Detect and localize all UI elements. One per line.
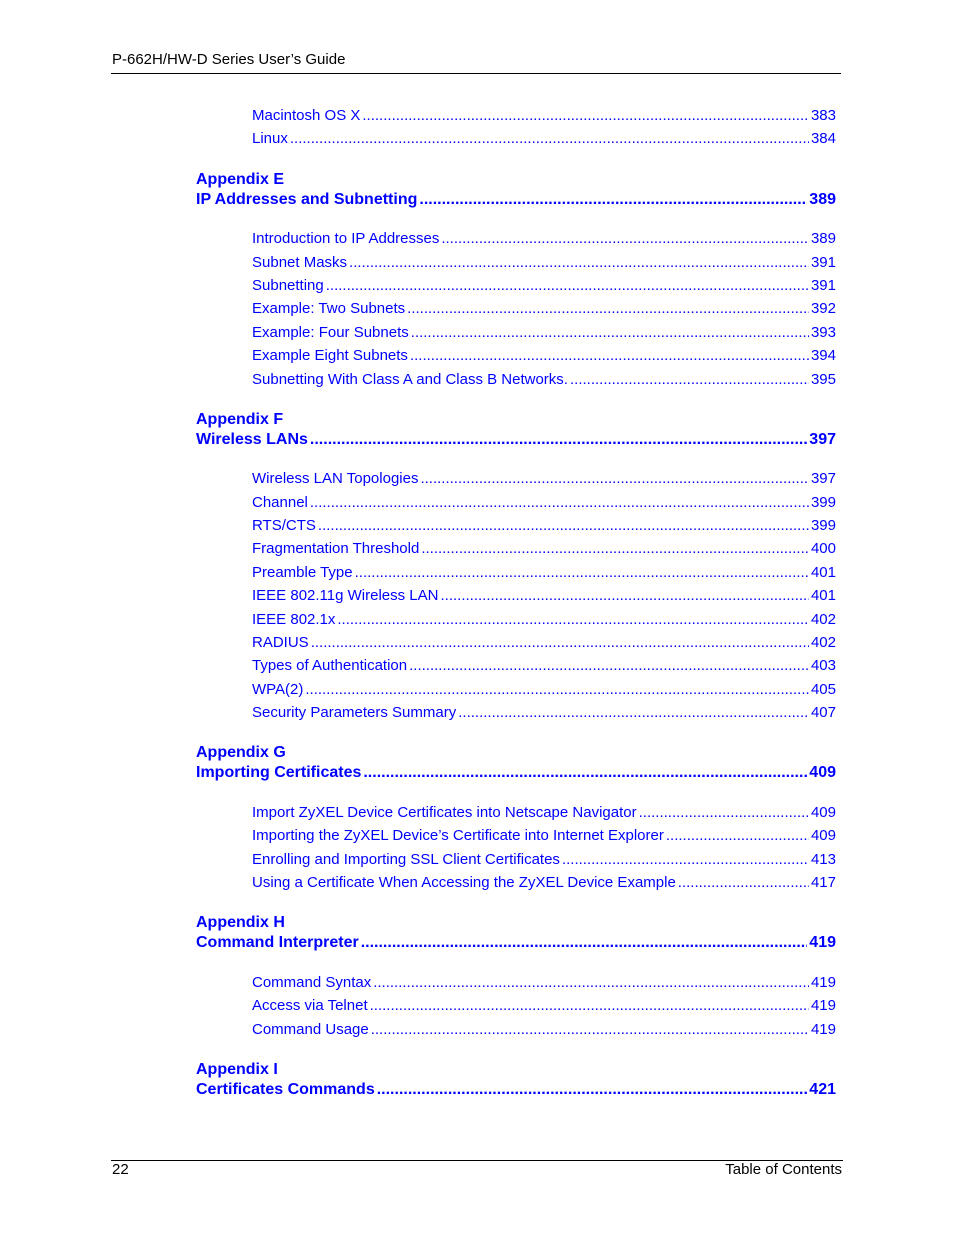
leader-dots: [666, 826, 809, 846]
leader-dots: [310, 493, 809, 513]
toc-entry-label[interactable]: IEEE 802.11g Wireless LAN: [252, 587, 439, 604]
appendix-title-entry[interactable]: [196, 763, 836, 783]
toc-entry-page[interactable]: 409: [810, 827, 836, 844]
toc-entry[interactable]: [252, 129, 836, 149]
leader-dots: [377, 1080, 808, 1100]
toc-entry-label[interactable]: Command Syntax: [252, 974, 372, 991]
toc-entry-page[interactable]: 391: [810, 254, 836, 271]
toc-entry[interactable]: [252, 873, 836, 893]
appendix-page[interactable]: 409: [809, 764, 836, 781]
toc-entry[interactable]: [252, 370, 836, 390]
appendix-title[interactable]: Certificates Commands: [196, 1081, 375, 1098]
toc-entry[interactable]: [252, 539, 836, 559]
toc-entry-page[interactable]: 395: [810, 371, 836, 388]
appendix-title-entry[interactable]: [196, 190, 836, 210]
toc-entry[interactable]: [252, 656, 836, 676]
toc-entry-label[interactable]: Import ZyXEL Device Certificates into Netscape Navigator: [252, 804, 637, 821]
toc-entry-page[interactable]: 399: [810, 494, 836, 511]
toc-entry-page[interactable]: 392: [810, 300, 836, 317]
leader-dots: [361, 933, 808, 953]
toc-entry-page[interactable]: 397: [810, 470, 836, 487]
toc-entry-label[interactable]: WPA(2): [252, 681, 304, 698]
toc-entry-label[interactable]: Subnet Masks: [252, 254, 348, 271]
toc-entry[interactable]: [252, 680, 836, 700]
toc-entry-page[interactable]: 403: [810, 657, 836, 674]
toc-entry-page[interactable]: 405: [810, 681, 836, 698]
appendix-heading[interactable]: Appendix H: [196, 914, 285, 931]
leader-dots: [570, 370, 809, 390]
leader-dots: [409, 656, 809, 676]
appendix-title-entry[interactable]: [196, 1080, 836, 1100]
toc-entry-page[interactable]: 400: [810, 540, 836, 557]
appendix-heading[interactable]: Appendix G: [196, 744, 286, 761]
toc-entry-page[interactable]: 419: [810, 997, 836, 1014]
toc-entry-label[interactable]: Types of Authentication: [252, 657, 408, 674]
leader-dots: [371, 1020, 809, 1040]
leader-dots: [373, 973, 809, 993]
leader-dots: [441, 229, 809, 249]
footer-section-title: Table of Contents: [725, 1161, 842, 1178]
toc-entry[interactable]: [252, 1020, 836, 1040]
leader-dots: [337, 610, 809, 630]
leader-dots: [363, 763, 807, 783]
toc-entry-label[interactable]: Enrolling and Importing SSL Client Certificates: [252, 851, 560, 868]
leader-dots: [678, 873, 809, 893]
toc-entry-page[interactable]: 401: [810, 587, 836, 604]
toc-entry[interactable]: [252, 633, 836, 653]
leader-dots: [326, 276, 809, 296]
leader-dots: [419, 190, 807, 210]
header-rule: [111, 73, 841, 74]
leader-dots: [310, 430, 807, 450]
toc-entry[interactable]: [252, 253, 836, 273]
toc-entry-label[interactable]: Importing the ZyXEL Device’s Certificate into Internet Explorer: [252, 827, 664, 844]
appendix-page[interactable]: 397: [809, 431, 836, 448]
leader-dots: [305, 680, 809, 700]
toc-entry-label[interactable]: Command Usage: [252, 1021, 369, 1038]
appendix-title[interactable]: IP Addresses and Subnetting: [196, 191, 418, 208]
running-header: P-662H/HW-D Series User’s Guide: [112, 51, 346, 68]
toc-entry-label[interactable]: Subnetting: [252, 277, 324, 294]
toc-entry-page[interactable]: 419: [810, 974, 836, 991]
leader-dots: [370, 996, 809, 1016]
leader-dots: [290, 129, 809, 149]
toc-entry-label[interactable]: RTS/CTS: [252, 517, 316, 534]
toc-entry[interactable]: [252, 850, 836, 870]
appendix-title-entry[interactable]: [196, 430, 836, 450]
toc-entry-page[interactable]: 399: [810, 517, 836, 534]
toc-entry-label[interactable]: Security Parameters Summary: [252, 704, 457, 721]
leader-dots: [362, 106, 809, 126]
leader-dots: [407, 299, 809, 319]
appendix-heading[interactable]: Appendix E: [196, 171, 285, 188]
toc-entry-label[interactable]: Preamble Type: [252, 564, 353, 581]
toc-entry-label[interactable]: Using a Certificate When Accessing the ZyXEL Device Example: [252, 874, 676, 891]
appendix-page[interactable]: 421: [809, 1081, 836, 1098]
appendix-title-entry[interactable]: [196, 933, 836, 953]
appendix-title[interactable]: Importing Certificates: [196, 764, 362, 781]
appendix-page[interactable]: 419: [809, 934, 836, 951]
appendix-title[interactable]: Wireless LANs: [196, 431, 308, 448]
toc-entry[interactable]: [252, 346, 836, 366]
leader-dots: [639, 803, 809, 823]
toc-entry-page[interactable]: 409: [810, 804, 836, 821]
appendix-heading[interactable]: Appendix I: [196, 1061, 278, 1078]
toc-entry-page[interactable]: 383: [810, 107, 836, 124]
toc-entry-page[interactable]: 391: [810, 277, 836, 294]
toc-entry-page[interactable]: 417: [810, 874, 836, 891]
leader-dots: [410, 346, 809, 366]
leader-dots: [318, 516, 809, 536]
footer-page-number: 22: [112, 1161, 129, 1178]
toc-entry[interactable]: [252, 469, 836, 489]
toc-entry-label[interactable]: Introduction to IP Addresses: [252, 230, 440, 247]
leader-dots: [411, 323, 809, 343]
toc-entry-label[interactable]: Subnetting With Class A and Class B Networks.: [252, 371, 568, 388]
toc-entry[interactable]: [252, 703, 836, 723]
toc-entry-page[interactable]: 419: [810, 1021, 836, 1038]
toc-entry[interactable]: [252, 276, 836, 296]
toc-entry-page[interactable]: 393: [810, 324, 836, 341]
toc-entry-page[interactable]: 402: [810, 611, 836, 628]
toc-entry-label[interactable]: Macintosh OS X: [252, 107, 361, 124]
toc-entry[interactable]: [252, 299, 836, 319]
toc-entry-label[interactable]: Wireless LAN Topologies: [252, 470, 419, 487]
toc-entry[interactable]: [252, 610, 836, 630]
appendix-page[interactable]: 389: [809, 191, 836, 208]
toc-entry[interactable]: [252, 563, 836, 583]
toc-entry[interactable]: [252, 229, 836, 249]
toc-entry[interactable]: [252, 323, 836, 343]
toc-entry-page[interactable]: 413: [810, 851, 836, 868]
toc-entry-page[interactable]: 394: [810, 347, 836, 364]
leader-dots: [458, 703, 809, 723]
leader-dots: [311, 633, 809, 653]
toc-entry-page[interactable]: 402: [810, 634, 836, 651]
leader-dots: [420, 469, 809, 489]
toc-entry-label[interactable]: Example: Two Subnets: [252, 300, 406, 317]
appendix-heading[interactable]: Appendix F: [196, 411, 284, 428]
toc-entry[interactable]: [252, 973, 836, 993]
leader-dots: [562, 850, 809, 870]
leader-dots: [355, 563, 809, 583]
appendix-title[interactable]: Command Interpreter: [196, 934, 359, 951]
toc-entry-label[interactable]: Example: Four Subnets: [252, 324, 409, 341]
toc-entry[interactable]: [252, 493, 836, 513]
toc-entry-page[interactable]: 384: [810, 130, 836, 147]
toc-entry[interactable]: [252, 106, 836, 126]
toc-entry[interactable]: [252, 803, 836, 823]
toc-entry-label[interactable]: Channel: [252, 494, 308, 511]
toc-entry-page[interactable]: 401: [810, 564, 836, 581]
toc-entry-label[interactable]: Access via Telnet: [252, 997, 368, 1014]
toc-entry-label[interactable]: Fragmentation Threshold: [252, 540, 420, 557]
toc-entry[interactable]: [252, 586, 836, 606]
leader-dots: [421, 539, 809, 559]
toc-entry-page[interactable]: 389: [810, 230, 836, 247]
toc-entry[interactable]: [252, 516, 836, 536]
toc-entry-label[interactable]: Example Eight Subnets: [252, 347, 408, 364]
toc-entry[interactable]: [252, 996, 836, 1016]
toc-entry[interactable]: [252, 826, 836, 846]
toc-entry-label[interactable]: Linux: [252, 130, 288, 147]
toc-entry-page[interactable]: 407: [810, 704, 836, 721]
toc-entry-label[interactable]: IEEE 802.1x: [252, 611, 336, 628]
toc-entry-label[interactable]: RADIUS: [252, 634, 309, 651]
leader-dots: [440, 586, 808, 606]
leader-dots: [349, 253, 809, 273]
